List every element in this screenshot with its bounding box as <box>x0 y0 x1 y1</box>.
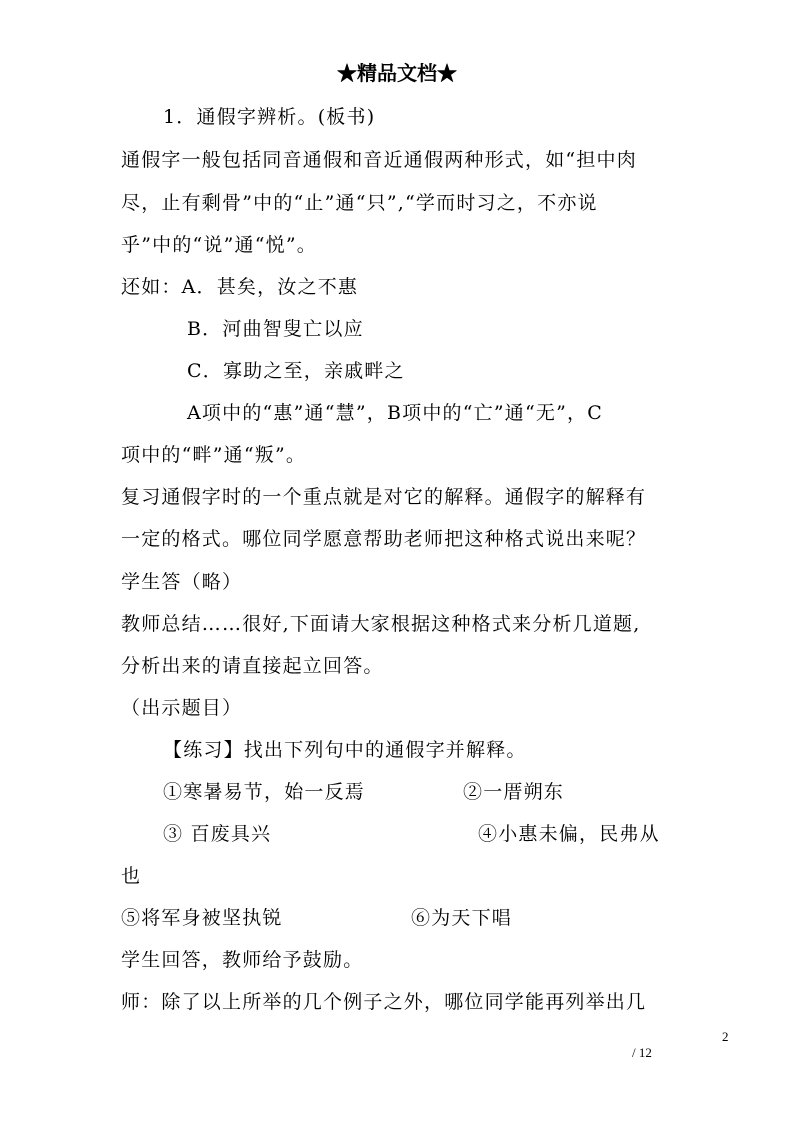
paragraph-line: 还如：A．甚矣，汝之不惠 <box>121 276 359 298</box>
exercise-heading: 【练习】找出下列句中的通假字并解释。 <box>163 739 527 761</box>
paragraph-line: （出示题目） <box>121 697 243 719</box>
paragraph-line: A项中的“惠”通“慧”，B项中的“亡”通“无”，C <box>187 402 603 424</box>
paragraph-line: 尽，止有剩骨”中的“止”通“只”,“学而时习之，不亦说 <box>121 192 598 214</box>
paragraph-line: 复习通假字时的一个重点就是对它的解释。通假字的解释有 <box>121 486 647 508</box>
paragraph-line: 分析出来的请直接起立回答。 <box>121 655 384 677</box>
section-heading: 1．通假字辨析。(板书) <box>163 106 376 128</box>
exercise-item: ⑥为天下唱 <box>411 907 513 929</box>
paragraph-line: 学生回答，教师给予鼓励。 <box>121 949 364 971</box>
exercise-item: ⑤将军身被坚执锐 <box>121 907 283 929</box>
paragraph-line: 教师总结……很好,下面请大家根据这种格式来分析几道题, <box>121 613 641 635</box>
example-item: C．寡助之至，亲戚畔之 <box>187 360 405 382</box>
paragraph-line: 一定的格式。哪位同学愿意帮助老师把这种格式说出来呢？ <box>121 528 647 550</box>
page-header-title: ★精品文档★ <box>337 61 457 85</box>
paragraph-line: 项中的“畔”通“叛”。 <box>121 444 307 466</box>
page-total: / 12 <box>632 1045 652 1060</box>
page-number: 2 <box>722 1029 729 1044</box>
exercise-item: ③ 百废具兴 <box>163 823 272 845</box>
exercise-item: ②一厝朔东 <box>463 781 565 803</box>
paragraph-line: 乎”中的“说”通“悦”。 <box>121 234 317 256</box>
paragraph-line: 学生答（略） <box>121 571 243 593</box>
example-item: B．河曲智叟亡以应 <box>187 318 364 340</box>
exercise-item: ④小惠未偏，民弗从 <box>478 823 660 845</box>
exercise-item-continuation: 也 <box>121 865 142 887</box>
paragraph-line: 通假字一般包括同音通假和音近通假两种形式，如“担中肉 <box>121 149 637 171</box>
paragraph-line: 师：除了以上所举的几个例子之外，哪位同学能再列举出几 <box>121 991 647 1013</box>
exercise-item: ①寒暑易节，始一反焉 <box>163 781 366 803</box>
